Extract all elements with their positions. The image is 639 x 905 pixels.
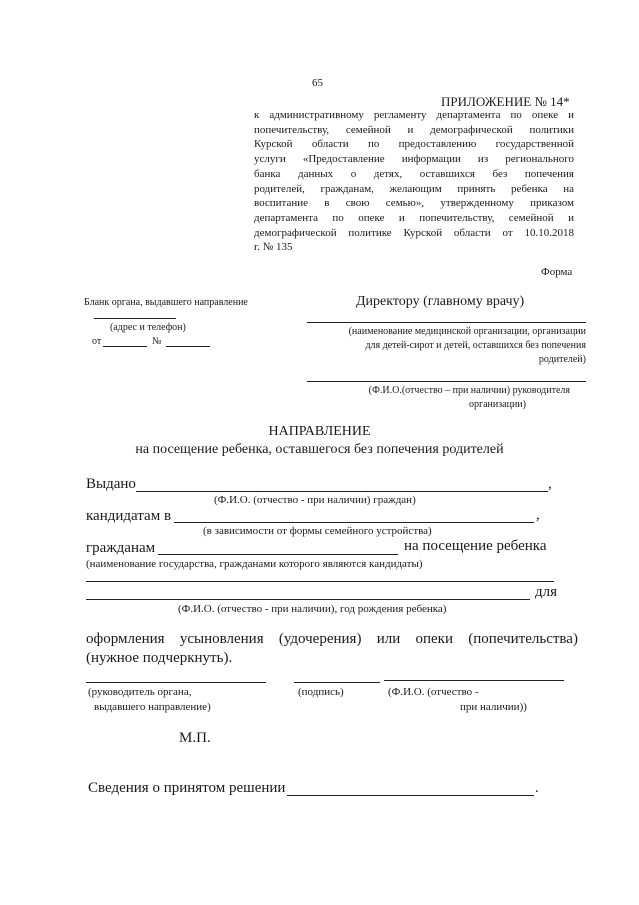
sender-date-line [103, 346, 147, 347]
sender-number-label: № [152, 336, 162, 347]
issued-label: Выдано [86, 476, 136, 492]
candidates-label: кандидатам в [86, 508, 172, 524]
decision-line [287, 795, 534, 796]
recipient-title: Директору (главному врачу) [356, 294, 525, 309]
recipient-org-line [307, 322, 586, 323]
recipient-org-hint-line: родителей) [538, 354, 586, 365]
appendix-line: демографической политике Курской области от 10.10.2018 [254, 226, 574, 239]
issued-line [136, 491, 548, 492]
state-hint: (наименование государства, гражданами которого являются кандидаты) [86, 558, 423, 570]
candidates-comma: , [536, 507, 540, 523]
form-label: Форма [541, 266, 573, 278]
citizens-label: гражданам [86, 540, 156, 556]
fio-hint [384, 685, 554, 714]
recipient-head-line [307, 381, 586, 382]
appendix-text [254, 108, 574, 255]
adoption-word: опеки [415, 631, 453, 647]
visit-label: на посещение ребенка [404, 538, 547, 554]
signature-hint: (подпись) [298, 686, 344, 698]
appendix-line: департамента по опеке и попечительству, семейной и [254, 211, 574, 224]
decision-end: . [535, 780, 539, 796]
appendix-line: к административному регламенту департамента по опеке и [254, 109, 574, 121]
recipient-head-hint-line: (Ф.И.О.(отчество – при наличии) руководителя [368, 385, 570, 396]
head-signature-line [86, 682, 266, 683]
sender-address-label: (адрес и телефон) [110, 322, 186, 333]
appendix-line: родителей, гражданам, желающим принять ребенка на [254, 182, 574, 195]
fio-hint-line: при наличии)) [460, 700, 527, 713]
appendix-line: г. № 135 [254, 241, 293, 254]
adoption-options [86, 631, 578, 648]
adoption-word: оформления [86, 631, 165, 647]
adoption-word: усыновления [179, 631, 264, 647]
issued-comma: , [548, 476, 552, 492]
appendix-line: Курской области по предоставлению государственной [254, 138, 574, 151]
appendix-line: попечительству, семейной и демографической политики [254, 123, 574, 136]
for-label: для [535, 584, 558, 600]
fio-hint-line: (Ф.И.О. (отчество - [388, 686, 479, 698]
recipient-org-hint-line: для детей-сирот и детей, оставшихся без попечения [365, 340, 586, 351]
child-line-1 [86, 581, 554, 582]
sender-blank-label: Бланк органа, выдавшего направление [84, 297, 248, 308]
fio-signature-line [384, 680, 564, 681]
appendix-line: услуги «Предоставление информации из регионального [254, 153, 574, 166]
head-hint-line: (руководитель органа, [88, 686, 192, 698]
recipient-org-hint [307, 325, 586, 367]
appendix-line: воспитание в свою семью», утвержденному приказом [254, 197, 574, 210]
adoption-word: (удочерения) [278, 631, 362, 647]
sender-from-label: от [92, 336, 102, 347]
citizens-line [158, 554, 398, 555]
sender-address-line [94, 318, 176, 319]
document-title: НАПРАВЛЕНИЕ [268, 424, 371, 439]
appendix-title: ПРИЛОЖЕНИЕ № 14* [441, 94, 570, 109]
signature-line [294, 682, 380, 683]
head-hint-line: выдавшего направление) [94, 700, 211, 713]
sender-number-line [166, 346, 210, 347]
issued-hint: (Ф.И.О. (отчество - при наличии) граждан) [214, 494, 416, 506]
child-hint: (Ф.И.О. (отчество - при наличии), год рождения ребенка) [178, 603, 447, 615]
document-subtitle: на посещение ребенка, оставшегося без попечения родителей [135, 442, 504, 457]
recipient-head-hint-line: организации) [468, 399, 526, 410]
decision-label: Сведения о принятом решении [88, 780, 286, 796]
adoption-word: или [376, 631, 401, 647]
child-line-2 [86, 599, 530, 600]
adoption-word: (попечительства) [468, 631, 578, 647]
recipient-head-hint [307, 384, 586, 412]
page-number: 65 [312, 77, 323, 89]
candidates-line [174, 522, 534, 523]
appendix-line: банка данных о детях, оставшихся без попечения [254, 167, 574, 180]
underline-note: (нужное подчеркнуть). [86, 650, 233, 666]
candidates-hint: (в зависимости от формы семейного устройства) [203, 525, 432, 537]
stamp-label: М.П. [179, 730, 211, 746]
recipient-org-hint-line: (наименование медицинской организации, организации [348, 326, 586, 337]
head-hint [88, 685, 211, 714]
